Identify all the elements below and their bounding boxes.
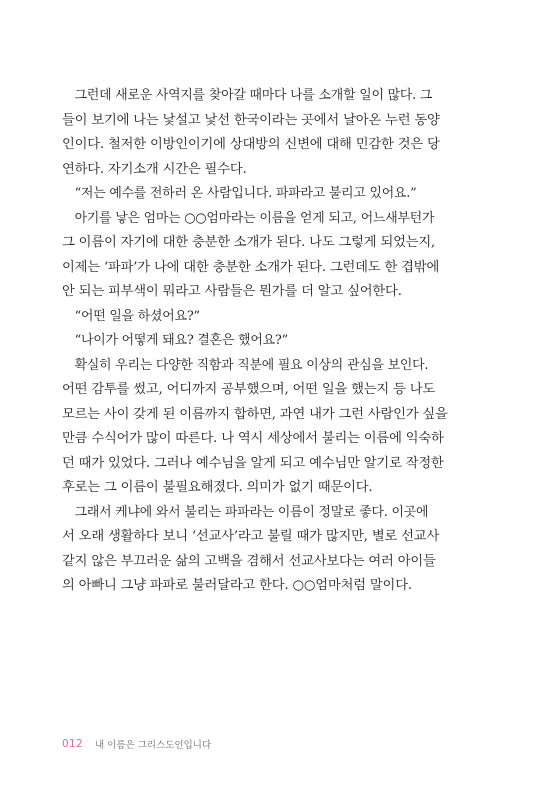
text-line: 모르는 사이 갖게 된 이름까지 합하면, 과연 내가 그런 사람인가 싶을 (62, 406, 448, 422)
text-line: 아기를 낳은 엄마는 ○○엄마라는 이름을 얻게 되고, 어느새부턴가 (74, 210, 435, 226)
text-line: 안 되는 피부색이 뭐라고 사람들은 뭔가를 더 알고 싶어한다. (62, 284, 402, 299)
text-line: 이제는 ‘파파’가 나에 대한 충분한 소개가 된다. 그런데도 한 겹밖에 (62, 259, 440, 275)
text-line: 인이다. 철저한 이방인이기에 상대방의 신변에 대해 민감한 것은 당 (62, 137, 440, 152)
text-line: 그런데 새로운 사역지를 찾아갈 때마다 나를 소개할 일이 많다. 그 (74, 88, 433, 103)
paragraph (62, 329, 486, 354)
paragraph (62, 182, 486, 207)
text-line: 만큼 수식어가 많이 따른다. 나 역시 세상에서 불리는 이름에 익숙하 (62, 431, 444, 446)
text-line: 연하다. 자기소개 시간은 필수다. (62, 161, 247, 177)
text-line: “어떤 일을 하셨어요?” (74, 308, 200, 324)
paragraph (62, 84, 486, 182)
text-line: 같지 않은 부끄러운 삶의 고백을 겸해서 선교사보다는 여러 아이들 (62, 553, 436, 569)
text-line: 확실히 우리는 다양한 직함과 직분에 필요 이상의 관심을 보인다. (74, 357, 429, 373)
text-line: 들이 보기에 나는 낯설고 낯선 한국이라는 곳에서 날아온 누런 동양 (62, 112, 440, 128)
text-line: 후로는 그 이름이 불필요해졌다. 의미가 없기 때문이다. (62, 480, 373, 495)
text-line: “나이가 어떻게 돼요? 결혼은 했어요?” (74, 333, 288, 348)
text-line: “저는 예수를 전하러 온 사람입니다. 파파라고 불리고 있어요.” (74, 186, 417, 201)
paragraph (62, 354, 486, 501)
text-line: 의 아빠니 그냥 파파로 불러달라고 한다. ○○엄마처럼 말이다. (62, 578, 412, 593)
text-line: 그 이름이 자기에 대한 충분한 소개가 된다. 나도 그렇게 되었는지, (62, 235, 436, 250)
text-line: 서 오래 생활하다 보니 ‘선교사’라고 불릴 때가 많지만, 별로 선교사 (62, 529, 440, 544)
text-line: 어떤 감투를 썼고, 어디까지 공부했으며, 어떤 일을 했는지 등 나도 (62, 382, 436, 397)
text-line: 던 때가 있었다. 그러나 예수님을 알게 되고 예수님만 알기로 작정한 (62, 455, 444, 471)
page-footer (62, 737, 211, 751)
running-title: 내 이름은 그리스도인입니다 (94, 740, 212, 751)
page-number: 012 (62, 738, 83, 750)
paragraph (62, 305, 486, 330)
paragraph (62, 501, 486, 599)
body-text (62, 84, 486, 599)
paragraph (62, 207, 486, 305)
text-line: 그래서 케냐에 와서 불리는 파파라는 이름이 정말로 좋다. 이곳에 (74, 504, 429, 520)
